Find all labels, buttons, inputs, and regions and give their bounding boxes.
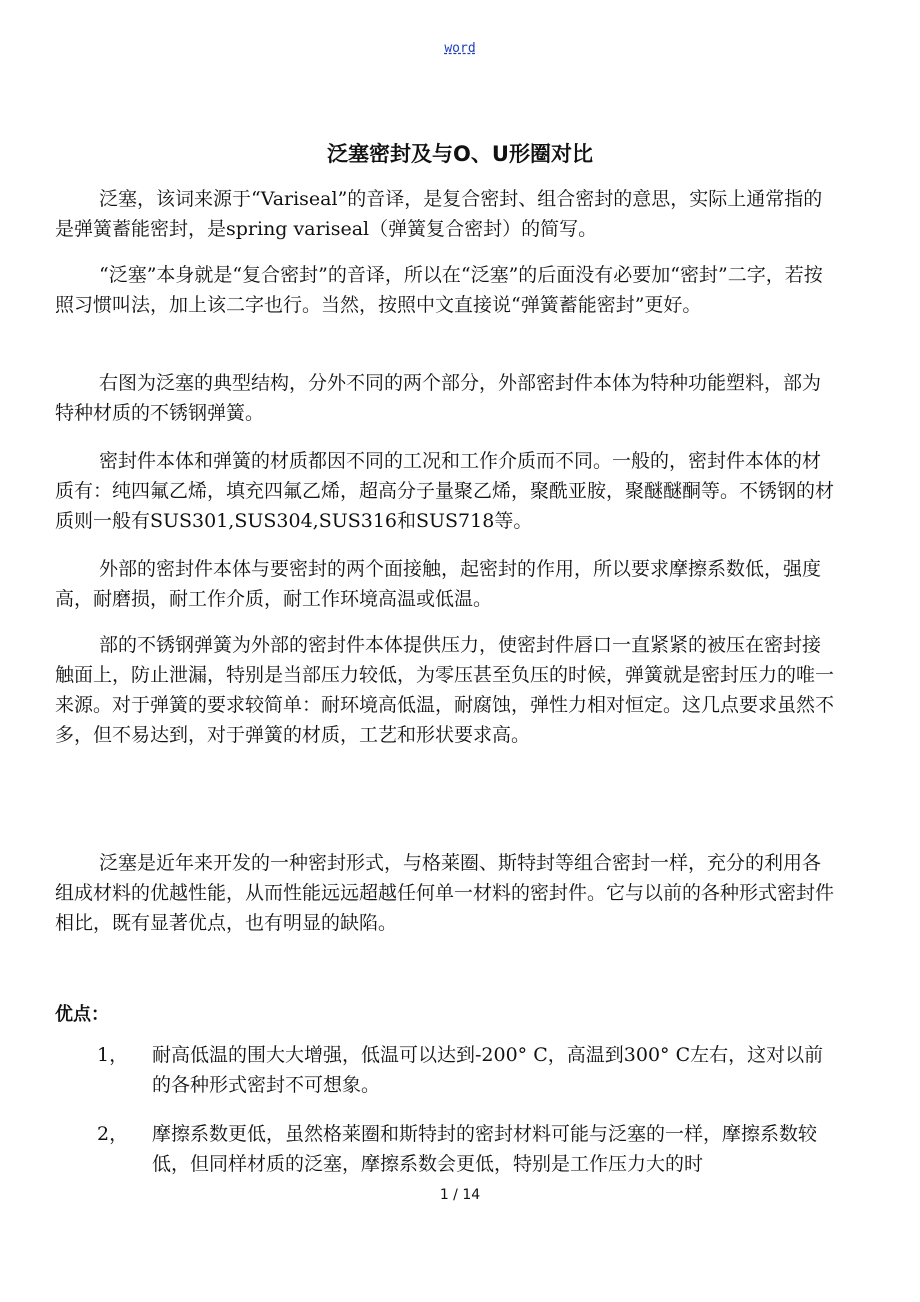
header-word-link[interactable]: word (444, 41, 476, 56)
list-item-number: 1， (97, 1044, 129, 1066)
advantages-heading: 优点： (55, 1004, 109, 1025)
paragraph-materials: 密封件本体和弹簧的材质都因不同的工况和工作介质而不同。一般的，密封件本体的材质有：纯四氟乙烯，填充四氟乙烯，超高分子量聚乙烯，聚酰亚胺，聚醚醚酮等。不锈钢的材质则一般有SUS301,SUS304,SUS316和SUS718等。 (55, 450, 835, 532)
list-item-text: 摩擦系数更低，虽然格莱圈和斯特封的密封材料可能与泛塞的一样，摩擦系数较低，但同样材质的泛塞，摩擦系数会更低，特别是工作压力大的时 (152, 1123, 818, 1175)
list-item-number: 2， (97, 1123, 129, 1145)
paragraph-structure: 右图为泛塞的典型结构，分外不同的两个部分，外部密封件本体为特种功能塑料，部为特种材质的不锈钢弹簧。 (55, 372, 822, 424)
paragraph-outer-body: 外部的密封件本体与要密封的两个面接触，起密封的作用，所以要求摩擦系数低，强度高，耐磨损，耐工作介质，耐工作环境高温或低温。 (55, 558, 822, 610)
paragraph-variseal-origin: 泛塞，该词来源于“Variseal”的音译，是复合密封、组合密封的意思，实际上通常指的是弹簧蓄能密封，是spring variseal（弹簧复合密封）的简写。 (55, 188, 823, 240)
document-title: 泛塞密封及与O、U形圈对比 (327, 142, 593, 166)
paragraph-spring: 部的不锈钢弹簧为外部的密封件本体提供压力，使密封件唇口一直紧紧的被压在密封接触面上，防止泄漏，特别是当部压力较低，为零压甚至负压的时候，弹簧就是密封压力的唯一来源。对于弹簧的要求较简单：耐环境高低温，耐腐蚀，弹性力相对恒定。这几点要求虽然不多，但不易达到，对于弹簧的材质，工艺和形状要求高。 (55, 634, 835, 746)
paragraph-overview: 泛塞是近年来开发的一种密封形式，与格莱圈、斯特封等组合密封一样，充分的利用各组成材料的优越性能，从而性能远远超越任何单一材料的密封件。它与以前的各种形式密封件相比，既有显著优点，也有明显的缺陷。 (55, 852, 835, 934)
list-item-text: 耐高低温的围大大增强，低温可以达到-200° C，高温到300° C左右，这对以前的各种形式密封不可想象。 (152, 1044, 824, 1096)
paragraph-naming: “泛塞”本身就是“复合密封”的音译，所以在“泛塞”的后面没有必要加“密封”二字，若按照习惯叫法，加上该二字也行。当然，按照中文直接说“弹簧蓄能密封”更好。 (55, 264, 823, 316)
page-number: 1 / 14 (439, 1187, 481, 1203)
